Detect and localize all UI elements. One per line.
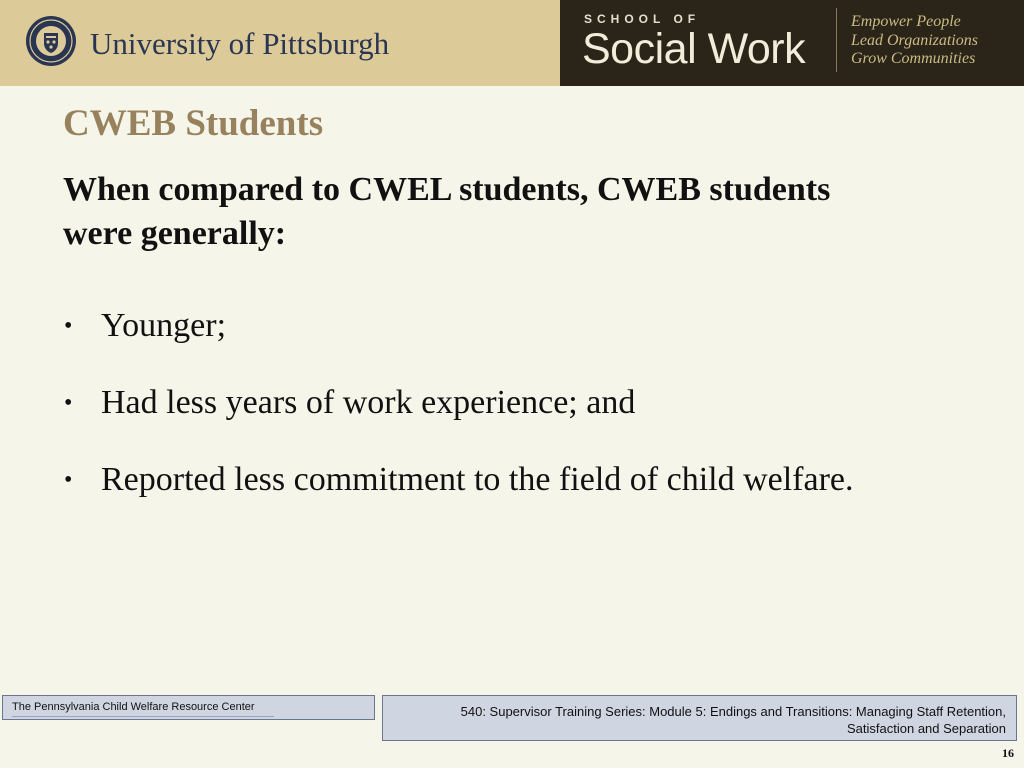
footer-organization-box — [2, 695, 375, 720]
university-name: University of Pittsburgh — [90, 26, 390, 61]
footer-organization-text: The Pennsylvania Child Welfare Resource Center — [12, 701, 255, 713]
bullet-text: Had less years of work experience; and — [101, 384, 636, 421]
school-of-label: SCHOOL OF — [584, 12, 701, 26]
bullet-dot-icon: • — [64, 467, 73, 493]
page-number: 16 — [1002, 746, 1014, 760]
bullet-list — [63, 305, 1003, 536]
footer-underline — [12, 716, 274, 717]
slide-title: CWEB Students — [63, 103, 324, 144]
bullet-text: Reported less commitment to the field of child welfare. — [101, 461, 854, 498]
pitt-banner — [0, 0, 560, 86]
bullet-text: Younger; — [101, 307, 227, 344]
footer-course-box — [382, 695, 1017, 741]
bullet-dot-icon: • — [64, 390, 73, 416]
bullet-dot-icon: • — [64, 313, 73, 339]
list-item — [63, 305, 1003, 382]
tagline-line-1: Empower People — [851, 13, 961, 30]
slide-header — [0, 0, 1024, 86]
footer-course-text: 540: Supervisor Training Series: Module 5: Endings and Transitions: Managing Staff Retention, Satisfaction and Separation — [460, 704, 1006, 736]
university-seal-icon — [25, 15, 77, 67]
header-divider — [836, 8, 837, 72]
list-item — [63, 459, 1003, 536]
list-item — [63, 382, 1003, 459]
tagline-line-2: Lead Organizations — [851, 32, 978, 49]
slide-subtitle: When compared to CWEL students, CWEB students were generally: — [63, 171, 831, 252]
tagline-line-3: Grow Communities — [851, 50, 976, 67]
school-name: Social Work — [582, 25, 806, 73]
